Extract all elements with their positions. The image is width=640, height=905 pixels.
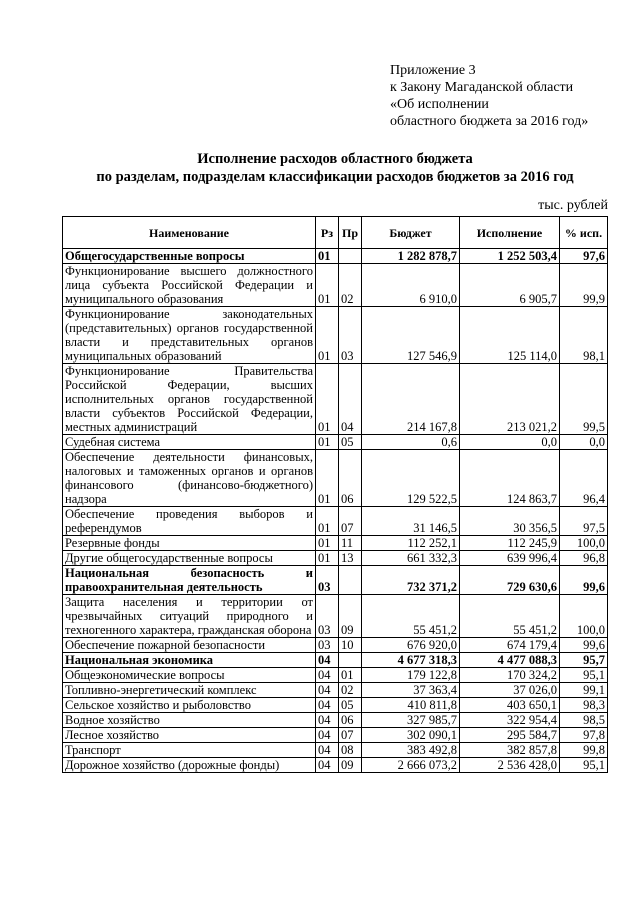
- row-percent: 97,8: [560, 728, 608, 743]
- row-pr: 09: [339, 595, 362, 638]
- table-row: [63, 450, 608, 507]
- row-percent: 95,7: [560, 653, 608, 668]
- row-pr: 07: [339, 728, 362, 743]
- appendix-header: [390, 62, 588, 130]
- table-row: [63, 435, 608, 450]
- row-rz: 04: [316, 683, 339, 698]
- row-percent: 98,1: [560, 307, 608, 364]
- row-rz: 03: [316, 638, 339, 653]
- row-execution: 674 179,4: [460, 638, 560, 653]
- table-header-row: [63, 217, 608, 249]
- header-budget: Бюджет: [362, 217, 460, 249]
- row-pr: 01: [339, 668, 362, 683]
- row-budget: 410 811,8: [362, 698, 460, 713]
- row-rz: 04: [316, 728, 339, 743]
- table-row: [63, 743, 608, 758]
- row-budget: 37 363,4: [362, 683, 460, 698]
- row-rz: 04: [316, 698, 339, 713]
- row-rz: 01: [316, 307, 339, 364]
- row-pr: 05: [339, 698, 362, 713]
- row-rz: 01: [316, 507, 339, 536]
- row-rz: 01: [316, 536, 339, 551]
- row-name: Общегосударственные вопросы: [63, 249, 316, 264]
- row-rz: 03: [316, 566, 339, 595]
- row-execution: 125 114,0: [460, 307, 560, 364]
- table-row: [63, 307, 608, 364]
- row-name: Топливно-энергетический комплекс: [63, 683, 316, 698]
- row-percent: 98,3: [560, 698, 608, 713]
- row-name: Национальная экономика: [63, 653, 316, 668]
- row-budget: 179 122,8: [362, 668, 460, 683]
- table-row: [63, 536, 608, 551]
- row-pr: 02: [339, 264, 362, 307]
- row-percent: 99,1: [560, 683, 608, 698]
- page-title: [60, 150, 610, 186]
- appendix-line: Приложение 3: [390, 63, 476, 78]
- row-execution: 382 857,8: [460, 743, 560, 758]
- row-budget: 4 677 318,3: [362, 653, 460, 668]
- row-execution: 295 584,7: [460, 728, 560, 743]
- row-execution: 2 536 428,0: [460, 758, 560, 773]
- table-row: [63, 668, 608, 683]
- row-execution: 124 863,7: [460, 450, 560, 507]
- row-percent: 99,5: [560, 364, 608, 435]
- row-budget: 1 282 878,7: [362, 249, 460, 264]
- row-execution: 0,0: [460, 435, 560, 450]
- row-name: Общеэкономические вопросы: [63, 668, 316, 683]
- row-name: Обеспечение проведения выборов и референдумов: [63, 507, 316, 536]
- row-percent: 95,1: [560, 668, 608, 683]
- row-execution: 4 477 088,3: [460, 653, 560, 668]
- title-line: по разделам, подразделам классификации расходов бюджетов за 2016 год: [96, 169, 574, 185]
- row-budget: 6 910,0: [362, 264, 460, 307]
- appendix-line: «Об исполнении: [390, 97, 489, 112]
- row-name: Обеспечение деятельности финансовых, налоговых и таможенных органов и органов финансового (финансово-бюджетного) надзора: [63, 450, 316, 507]
- table-row: [63, 566, 608, 595]
- header-rz: Рз: [316, 217, 339, 249]
- row-pr: 07: [339, 507, 362, 536]
- row-pr: 05: [339, 435, 362, 450]
- row-name: Судебная система: [63, 435, 316, 450]
- row-name: Функционирование высшего должностного лица субъекта Российской Федерации и муниципального образования: [63, 264, 316, 307]
- row-budget: 302 090,1: [362, 728, 460, 743]
- row-percent: 99,9: [560, 264, 608, 307]
- title-line: Исполнение расходов областного бюджета: [197, 151, 473, 167]
- header-percent: % исп.: [560, 217, 608, 249]
- row-rz: 04: [316, 653, 339, 668]
- appendix-line: областного бюджета за 2016 год»: [390, 114, 589, 129]
- table-row: [63, 653, 608, 668]
- table-row: [63, 728, 608, 743]
- row-percent: 99,6: [560, 638, 608, 653]
- row-rz: 04: [316, 713, 339, 728]
- row-percent: 97,5: [560, 507, 608, 536]
- row-execution: 30 356,5: [460, 507, 560, 536]
- unit-label: тыс. рублей: [538, 198, 608, 213]
- row-pr: [339, 566, 362, 595]
- row-rz: 04: [316, 743, 339, 758]
- row-pr: 09: [339, 758, 362, 773]
- table-row: [63, 364, 608, 435]
- row-budget: 129 522,5: [362, 450, 460, 507]
- row-budget: 383 492,8: [362, 743, 460, 758]
- row-percent: 0,0: [560, 435, 608, 450]
- row-percent: 96,8: [560, 551, 608, 566]
- table-row: [63, 638, 608, 653]
- row-budget: 327 985,7: [362, 713, 460, 728]
- row-rz: 03: [316, 595, 339, 638]
- row-budget: 2 666 073,2: [362, 758, 460, 773]
- row-pr: 11: [339, 536, 362, 551]
- header-pr: Пр: [339, 217, 362, 249]
- row-execution: 170 324,2: [460, 668, 560, 683]
- row-rz: 01: [316, 450, 339, 507]
- row-name: Транспорт: [63, 743, 316, 758]
- row-percent: 100,0: [560, 595, 608, 638]
- row-percent: 97,6: [560, 249, 608, 264]
- row-name: Сельское хозяйство и рыболовство: [63, 698, 316, 713]
- row-budget: 661 332,3: [362, 551, 460, 566]
- table-row: [63, 507, 608, 536]
- table-row: [63, 698, 608, 713]
- row-pr: 04: [339, 364, 362, 435]
- row-name: Резервные фонды: [63, 536, 316, 551]
- row-percent: 99,6: [560, 566, 608, 595]
- row-execution: 639 996,4: [460, 551, 560, 566]
- row-budget: 112 252,1: [362, 536, 460, 551]
- header-execution: Исполнение: [460, 217, 560, 249]
- row-budget: 127 546,9: [362, 307, 460, 364]
- row-pr: 03: [339, 307, 362, 364]
- row-execution: 55 451,2: [460, 595, 560, 638]
- row-name: Другие общегосударственные вопросы: [63, 551, 316, 566]
- row-name: Национальная безопасность и правоохранительная деятельность: [63, 566, 316, 595]
- row-pr: [339, 653, 362, 668]
- row-budget: 55 451,2: [362, 595, 460, 638]
- row-name: Обеспечение пожарной безопасности: [63, 638, 316, 653]
- row-pr: 06: [339, 713, 362, 728]
- row-name: Дорожное хозяйство (дорожные фонды): [63, 758, 316, 773]
- row-rz: 01: [316, 551, 339, 566]
- budget-table: [62, 216, 608, 773]
- row-pr: 10: [339, 638, 362, 653]
- table-body: [63, 249, 608, 773]
- row-percent: 96,4: [560, 450, 608, 507]
- row-execution: 322 954,4: [460, 713, 560, 728]
- row-execution: 1 252 503,4: [460, 249, 560, 264]
- row-percent: 95,1: [560, 758, 608, 773]
- row-pr: 06: [339, 450, 362, 507]
- row-execution: 403 650,1: [460, 698, 560, 713]
- row-budget: 0,6: [362, 435, 460, 450]
- row-rz: 04: [316, 758, 339, 773]
- table-row: [63, 551, 608, 566]
- row-rz: 01: [316, 249, 339, 264]
- table-row: [63, 264, 608, 307]
- row-budget: 732 371,2: [362, 566, 460, 595]
- row-execution: 112 245,9: [460, 536, 560, 551]
- row-name: Функционирование Правительства Российской Федерации, высших исполнительных органов государственной власти субъектов Российской Федерации, местных администраций: [63, 364, 316, 435]
- row-pr: [339, 249, 362, 264]
- row-name: Лесное хозяйство: [63, 728, 316, 743]
- row-name: Функционирование законодательных (представительных) органов государственной власти и представительных органов муниципальных образований: [63, 307, 316, 364]
- row-rz: 01: [316, 435, 339, 450]
- row-pr: 08: [339, 743, 362, 758]
- row-rz: 01: [316, 264, 339, 307]
- appendix-line: к Закону Магаданской области: [390, 80, 574, 95]
- row-budget: 676 920,0: [362, 638, 460, 653]
- row-percent: 100,0: [560, 536, 608, 551]
- table-row: [63, 683, 608, 698]
- row-pr: 02: [339, 683, 362, 698]
- row-name: Защита населения и территории от чрезвычайных ситуаций природного и техногенного характера, гражданская оборона: [63, 595, 316, 638]
- row-name: Водное хозяйство: [63, 713, 316, 728]
- row-budget: 214 167,8: [362, 364, 460, 435]
- table-row: [63, 249, 608, 264]
- header-name: Наименование: [63, 217, 316, 249]
- row-execution: 6 905,7: [460, 264, 560, 307]
- row-execution: 37 026,0: [460, 683, 560, 698]
- row-execution: 729 630,6: [460, 566, 560, 595]
- table-row: [63, 595, 608, 638]
- row-percent: 99,8: [560, 743, 608, 758]
- row-pr: 13: [339, 551, 362, 566]
- row-execution: 213 021,2: [460, 364, 560, 435]
- row-rz: 04: [316, 668, 339, 683]
- row-rz: 01: [316, 364, 339, 435]
- row-budget: 31 146,5: [362, 507, 460, 536]
- row-percent: 98,5: [560, 713, 608, 728]
- table-row: [63, 758, 608, 773]
- table-row: [63, 713, 608, 728]
